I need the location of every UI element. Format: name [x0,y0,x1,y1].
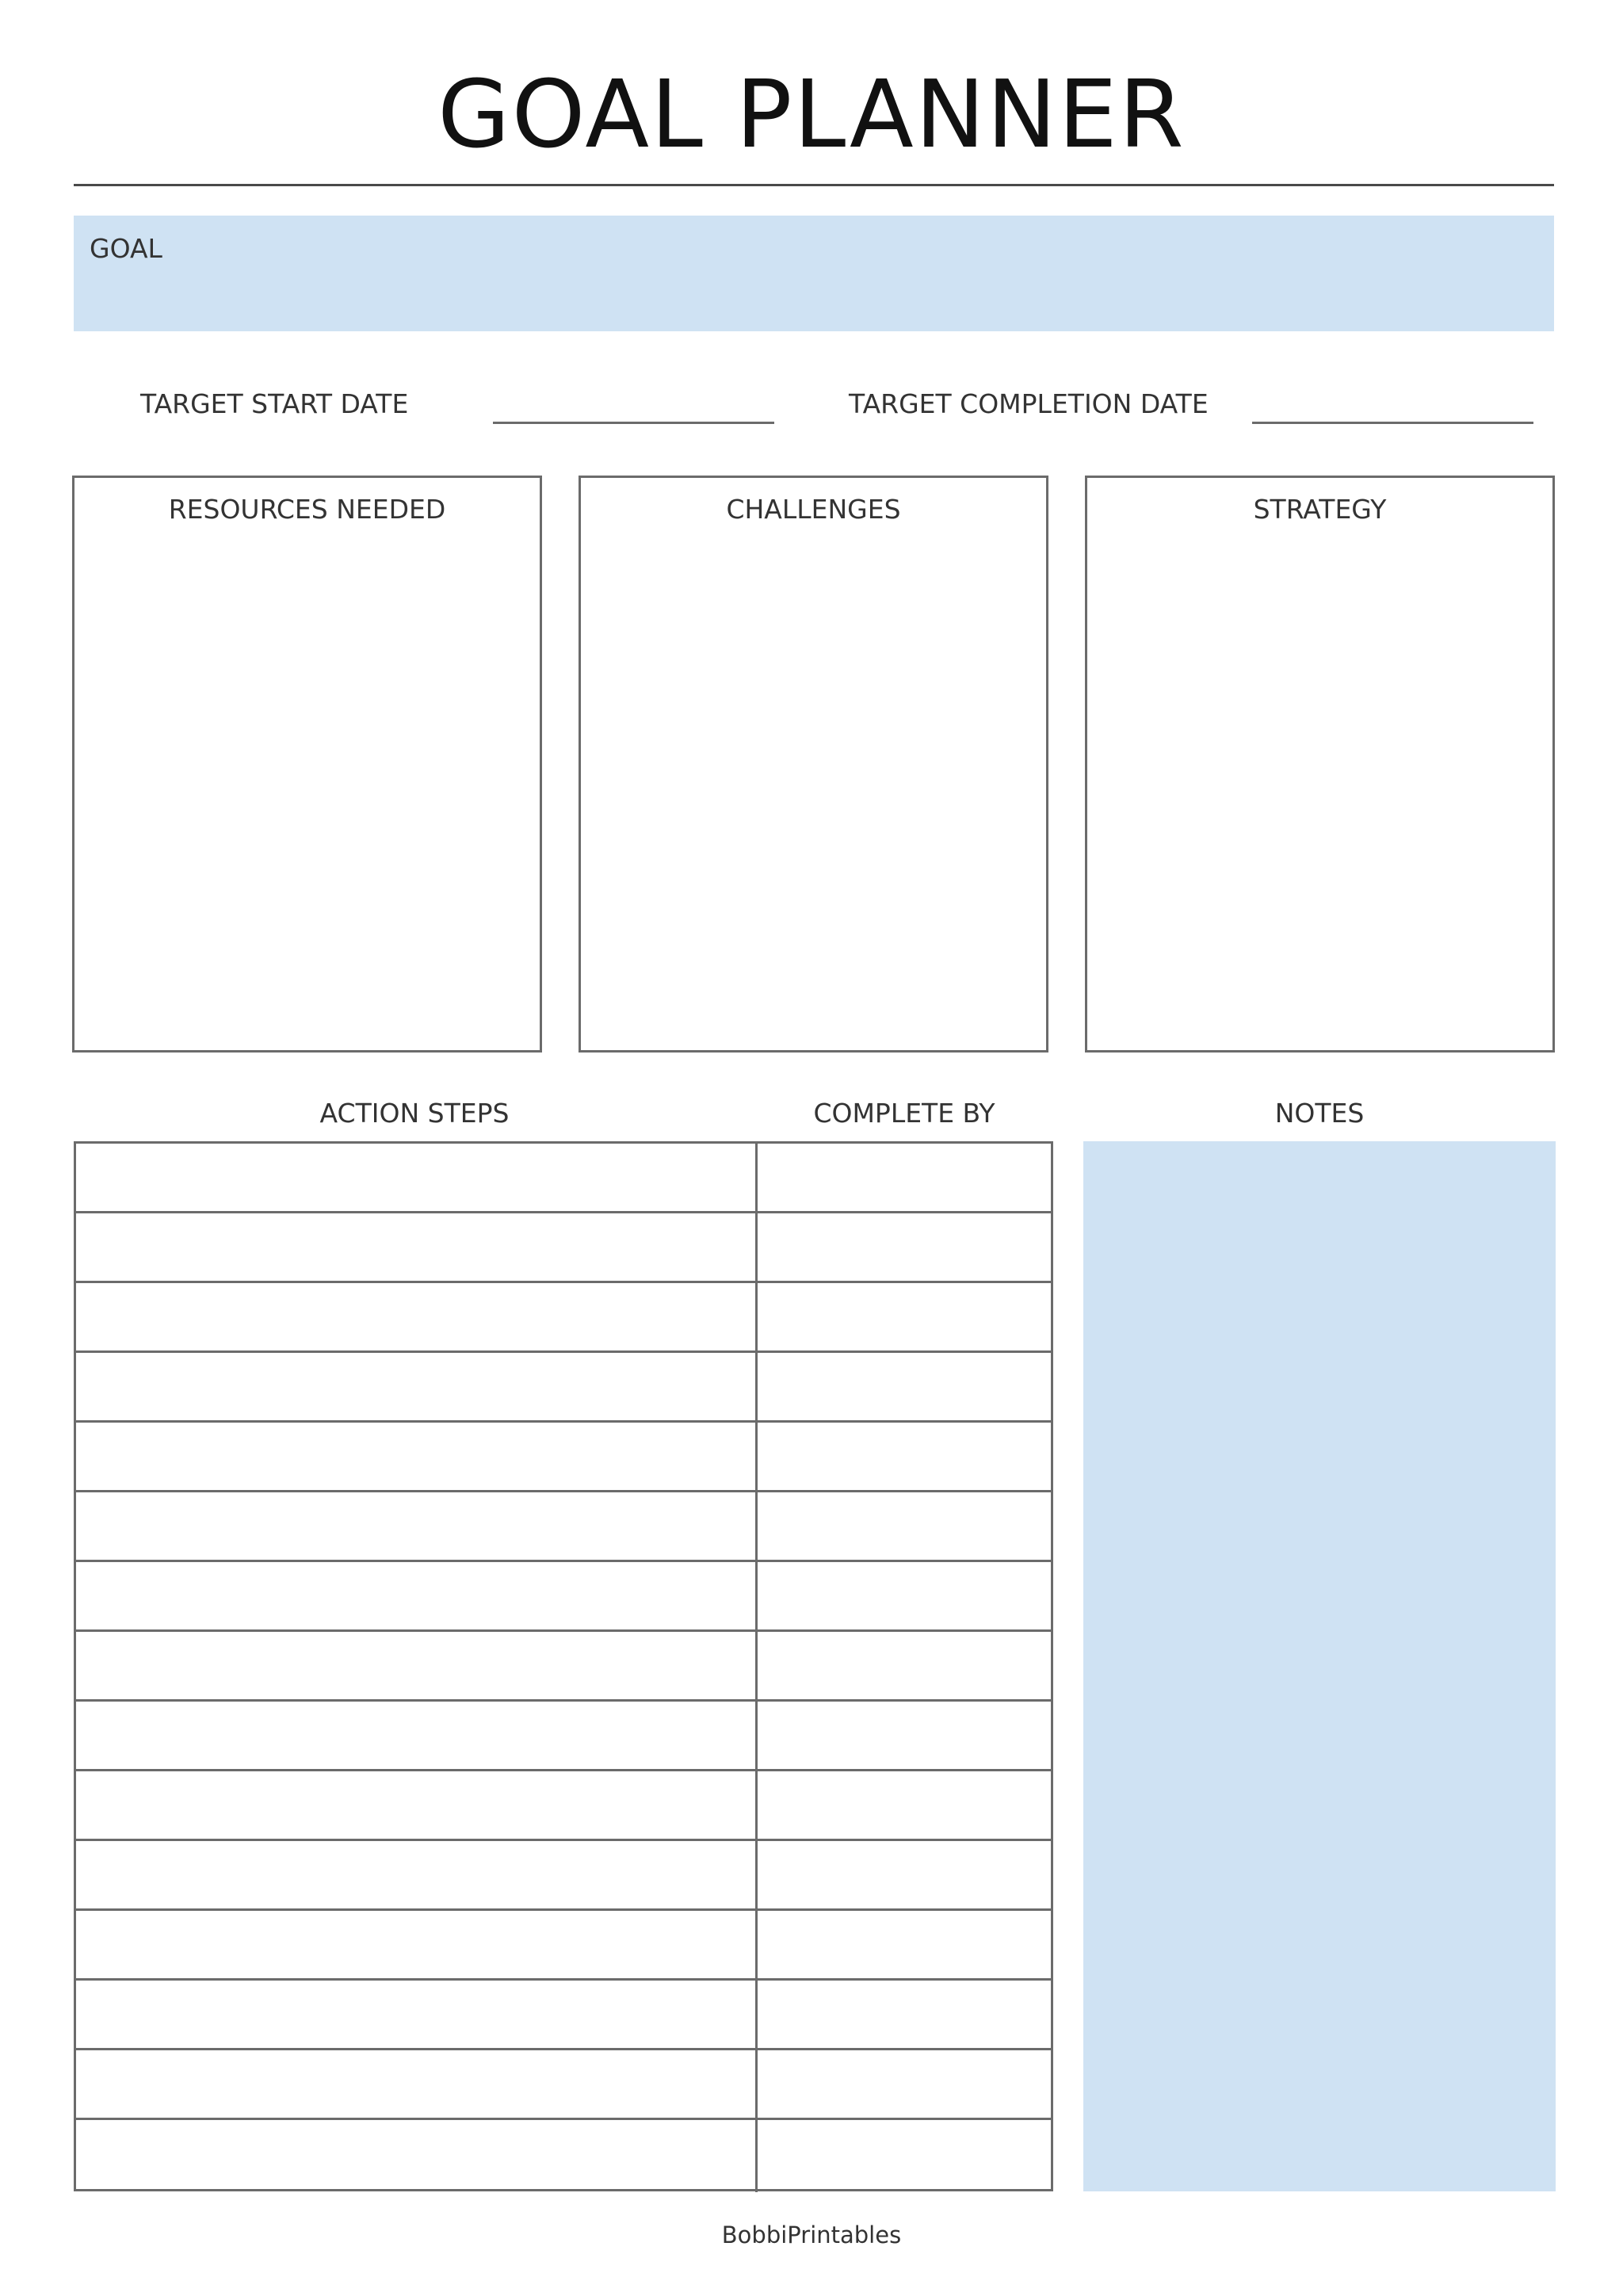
action-step-cell[interactable] [76,1213,758,1281]
table-row [76,1423,1051,1492]
page-title: GOAL PLANNER [437,59,1186,169]
complete-by-cell[interactable] [758,2050,1051,2118]
brand-footer: BobbiPrintables [721,2222,902,2248]
table-row [76,1702,1051,1771]
target-completion-date-field[interactable] [1252,422,1533,424]
goal-field[interactable] [74,216,1554,331]
complete-by-cell[interactable] [758,1283,1051,1350]
complete-by-cell[interactable] [758,1841,1051,1908]
complete-by-cell[interactable] [758,1911,1051,1978]
target-start-date-label: TARGET START DATE [140,388,409,419]
action-step-cell[interactable] [76,2120,758,2192]
complete-by-cell[interactable] [758,1423,1051,1490]
complete-by-cell[interactable] [758,1632,1051,1699]
table-row [76,1632,1051,1702]
target-start-date-field[interactable] [493,422,774,424]
complete-by-cell[interactable] [758,1702,1051,1769]
table-row [76,1283,1051,1353]
complete-by-cell[interactable] [758,1562,1051,1629]
table-row [76,2120,1051,2192]
complete-by-cell[interactable] [758,1144,1051,1211]
table-row [76,1144,1051,1213]
resources-needed-panel[interactable] [72,476,542,1052]
action-step-cell[interactable] [76,1144,758,1211]
action-step-cell[interactable] [76,2050,758,2118]
action-step-cell[interactable] [76,1771,758,1839]
table-row [76,1213,1051,1283]
table-row [76,1492,1051,1562]
table-row [76,1911,1051,1981]
action-step-cell[interactable] [76,1702,758,1769]
title-divider [74,184,1554,186]
target-completion-date-label: TARGET COMPLETION DATE [849,388,1209,419]
action-step-cell[interactable] [76,1841,758,1908]
strategy-panel[interactable] [1085,476,1555,1052]
action-step-cell[interactable] [76,1632,758,1699]
resources-needed-title: RESOURCES NEEDED [168,494,446,525]
complete-by-cell[interactable] [758,2120,1051,2192]
action-step-cell[interactable] [76,1562,758,1629]
action-step-cell[interactable] [76,1353,758,1420]
action-steps-header: ACTION STEPS [319,1098,510,1129]
table-row [76,2050,1051,2120]
complete-by-cell[interactable] [758,1771,1051,1839]
table-row [76,1353,1051,1423]
challenges-title: CHALLENGES [726,494,901,525]
action-steps-table [74,1141,1053,2191]
complete-by-cell[interactable] [758,1353,1051,1420]
complete-by-cell[interactable] [758,1213,1051,1281]
notes-header: NOTES [1274,1098,1365,1129]
notes-area[interactable] [1083,1141,1556,2191]
action-step-cell[interactable] [76,1981,758,2048]
table-row [76,1981,1051,2050]
complete-by-header: COMPLETE BY [813,1098,995,1129]
table-row [76,1841,1051,1911]
complete-by-cell[interactable] [758,1981,1051,2048]
action-step-cell[interactable] [76,1492,758,1560]
action-step-cell[interactable] [76,1911,758,1978]
table-row [76,1562,1051,1632]
action-step-cell[interactable] [76,1423,758,1490]
action-step-cell[interactable] [76,1283,758,1350]
complete-by-cell[interactable] [758,1492,1051,1560]
table-row [76,1771,1051,1841]
goal-label: GOAL [90,233,162,264]
challenges-panel[interactable] [579,476,1048,1052]
strategy-title: STRATEGY [1253,494,1387,525]
